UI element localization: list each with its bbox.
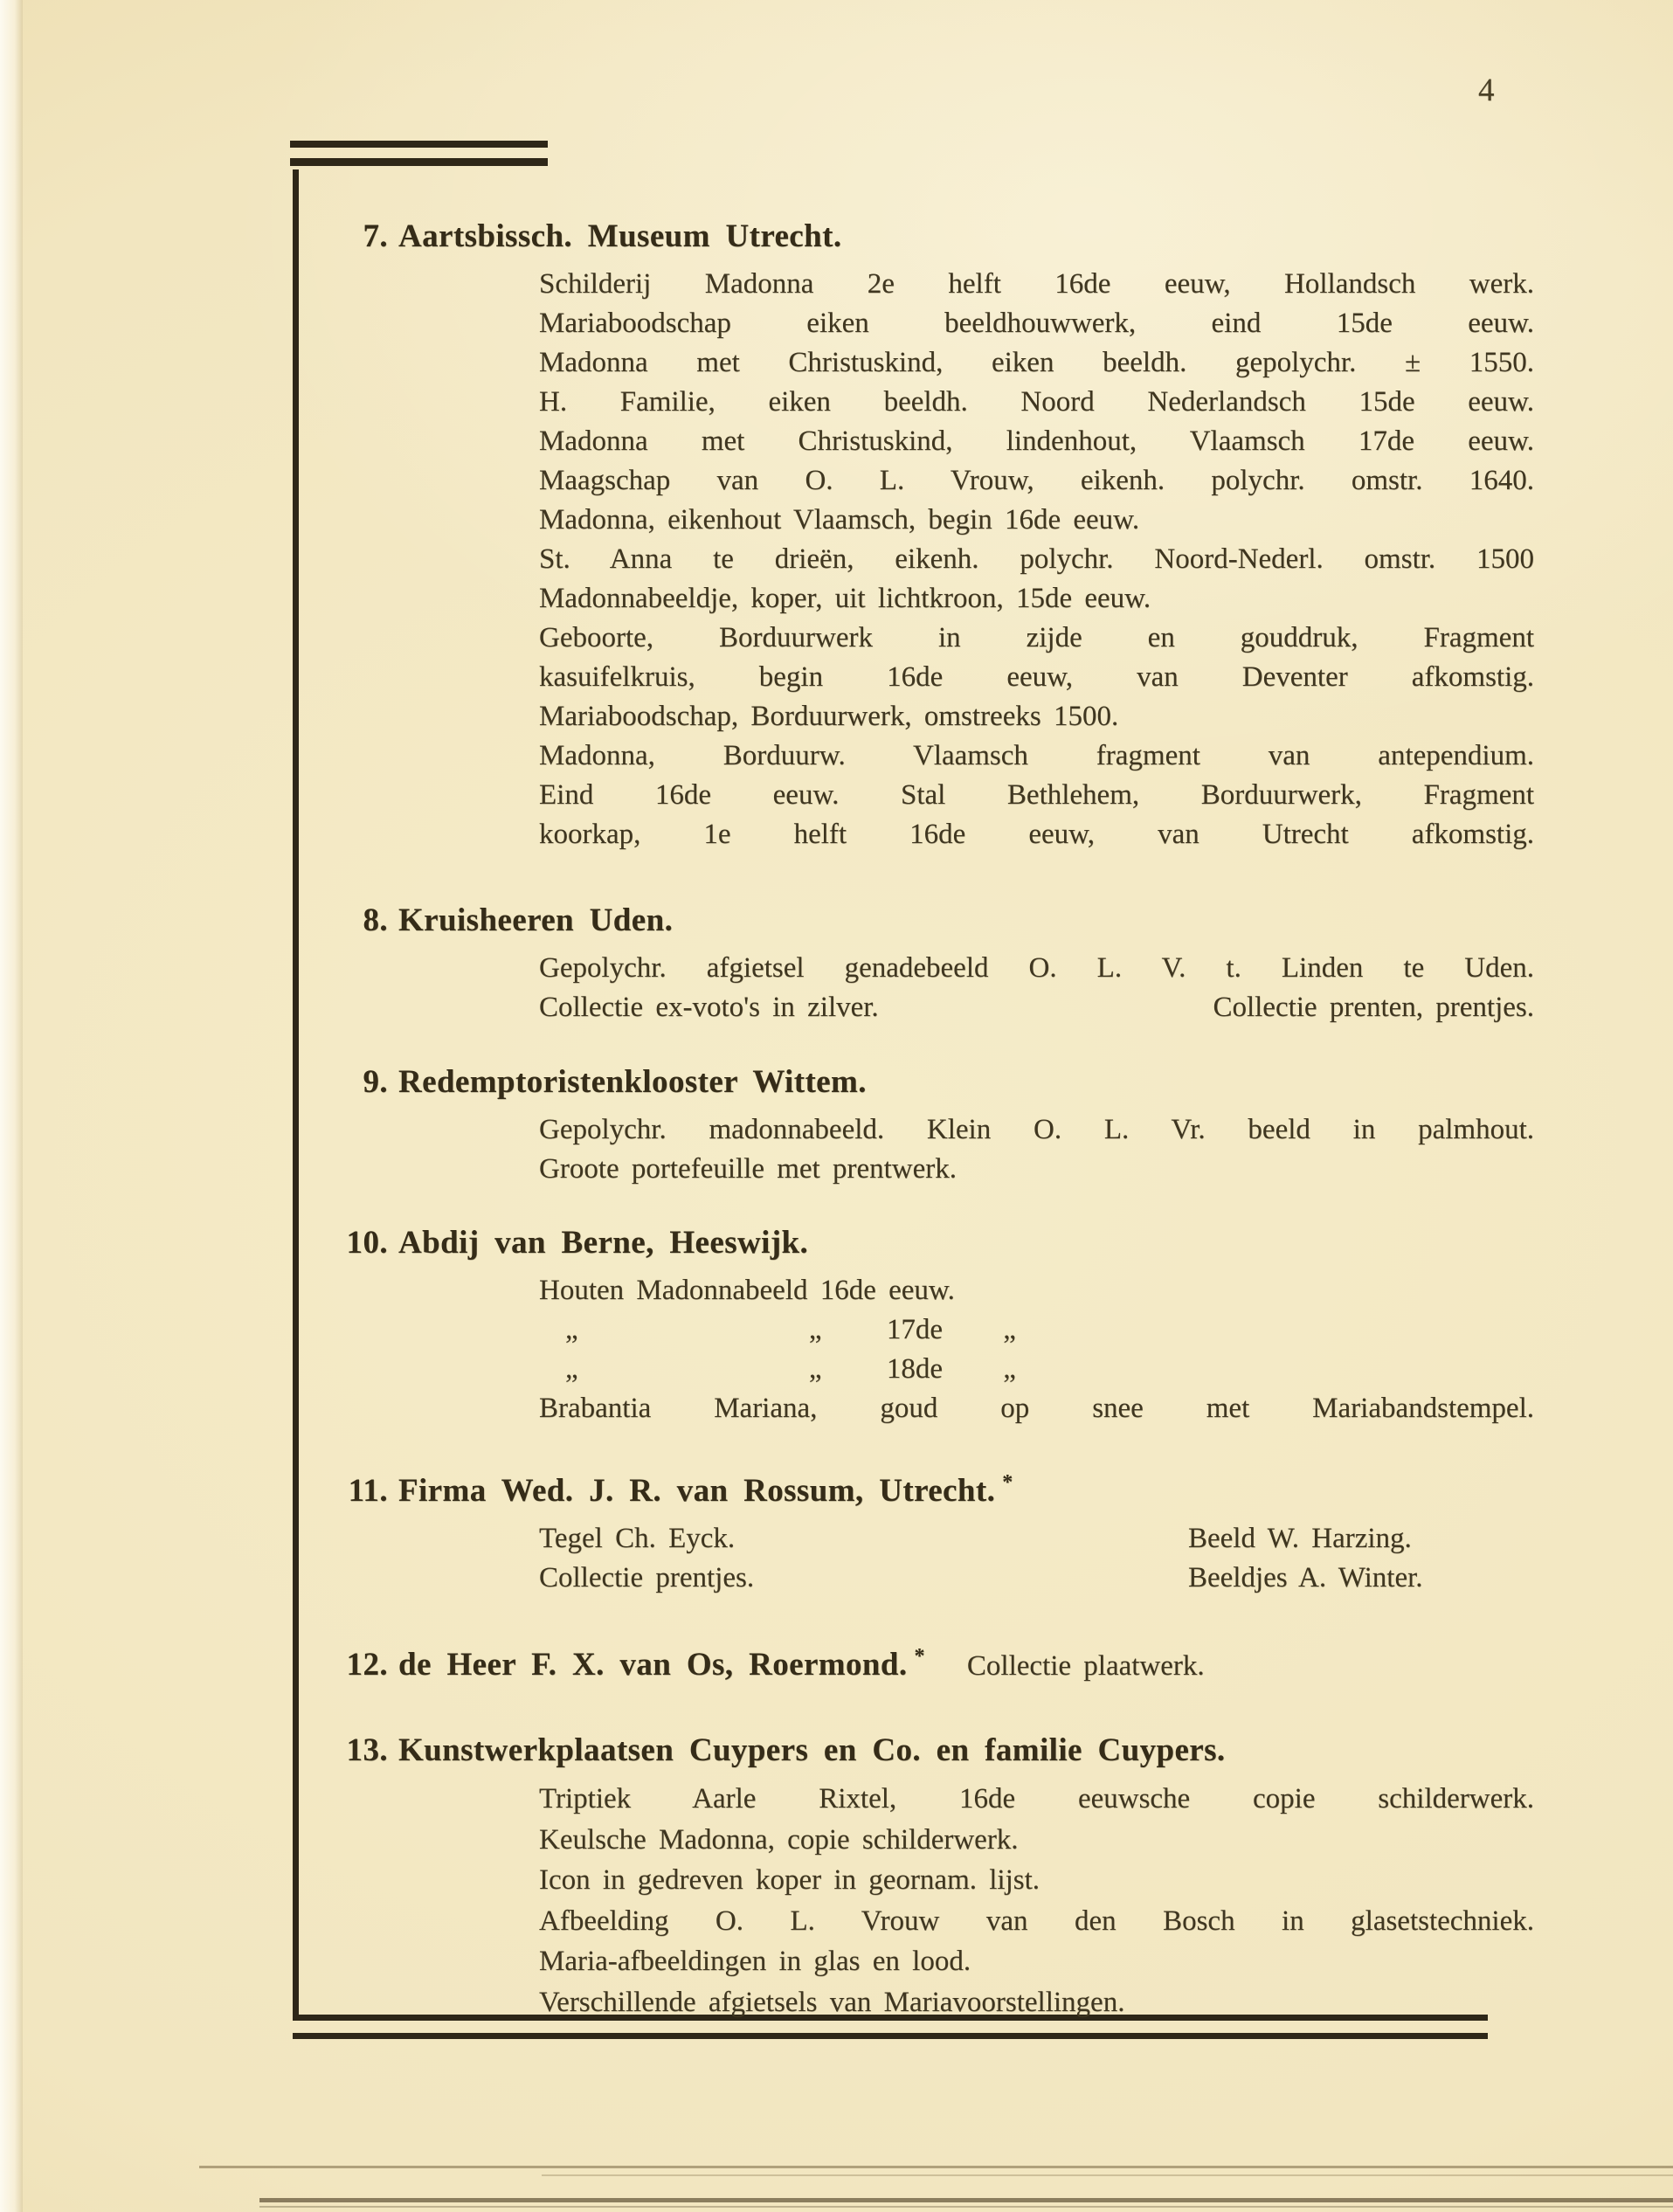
scan-artifact-line [259, 2198, 1673, 2202]
bottom-border-rule-lower [293, 2033, 1488, 2039]
ditto-mark: „ [565, 1314, 578, 1345]
entry-line: Triptiek Aarle Rixtel, 16de eeuwsche copie schilderwerk. [539, 1783, 1534, 1815]
ditto-row [539, 1310, 1534, 1350]
section-number: 10. [346, 1225, 388, 1261]
section-title: Redemptoristenklooster Wittem. [398, 1064, 867, 1100]
catalog-section-8 [330, 900, 1533, 1027]
page-number: 4 [1478, 73, 1495, 108]
entry-line: Mariaboodschap, Borduurwerk, omstreeks 1500. [539, 701, 1119, 732]
entry-line-two-column [539, 988, 1534, 1027]
catalog-section-7 [330, 216, 1533, 854]
section-body [539, 1110, 1534, 1189]
entry-line: Madonna met Christuskind, lindenhout, Vlaamsch 17de eeuw. [539, 425, 1534, 457]
asterisk-mark: * [1002, 1471, 1013, 1494]
entry-line: Eind 16de eeuw. Stal Bethlehem, Borduurwerk, Fragment [539, 779, 1534, 811]
inventory-list [330, 216, 1533, 2022]
section-number: 13. [346, 1732, 388, 1768]
entry-line: Collectie plaatwerk. [966, 1650, 1205, 1682]
entry-line: Icon in gedreven koper in geornam. lijst. [539, 1864, 1040, 1896]
section-title: Abdij van Berne, Heeswijk. [398, 1225, 809, 1261]
ditto-mark: „ [808, 1353, 822, 1385]
entry-line: Afbeelding O. L. Vrouw van den Bosch in glasetstechniek. [539, 1904, 1534, 1937]
scan-artifact-line [542, 2174, 1673, 2176]
entry-line: Beeld W. Harzing. [1188, 1523, 1412, 1554]
section-body [539, 1779, 1534, 2022]
entry-column-left [539, 1519, 1188, 1598]
section-number: 7. [363, 218, 388, 254]
section-heading [330, 216, 1533, 258]
catalog-section-10 [330, 1222, 1533, 1428]
section-title: Aartsbissch. Museum Utrecht. [398, 218, 842, 254]
entry-line: Verschillende afgietsels van Mariavoorstellingen. [539, 1986, 1125, 2018]
ditto-mark: „ [1003, 1353, 1016, 1385]
section-number: 8. [363, 902, 388, 938]
entry-line: Houten Madonnabeeld 16de eeuw. [539, 1275, 955, 1306]
entry-line: Gepolychr. madonnabeeld. Klein O. L. Vr. beeld in palmhout. [539, 1114, 1534, 1145]
section-title: Kunstwerkplaatsen Cuypers en Co. en familie Cuypers. [398, 1732, 1226, 1768]
entry-line: Mariaboodschap eiken beeldhouwwerk, eind 15de eeuw. [539, 308, 1534, 339]
section-body [539, 265, 1534, 854]
scan-edge-strip [0, 0, 23, 2212]
asterisk-mark: * [914, 1645, 925, 1668]
ditto-mark: „ [808, 1314, 822, 1345]
section-heading [330, 1222, 1533, 1264]
ditto-mark: „ [565, 1353, 578, 1385]
entry-line: Tegel Ch. Eyck. [539, 1523, 736, 1554]
century-label: 17de [886, 1314, 943, 1345]
entry-line: Gepolychr. afgietsel genadebeeld O. L. V. t. Linden te Uden. [539, 952, 1534, 984]
entry-col-right: Collectie prenten, prentjes. [1213, 992, 1534, 1023]
entry-columns [539, 1519, 1534, 1598]
entry-line: H. Familie, eiken beeldh. Noord Nederlandsch 15de eeuw. [539, 386, 1534, 418]
entry-line: St. Anna te drieën, eikenh. polychr. Noord-Nederl. omstr. 1500 [539, 543, 1534, 575]
ditto-mark: „ [1003, 1314, 1016, 1345]
scan-artifact-line [199, 2166, 1673, 2168]
entry-line: Brabantia Mariana, goud op snee met Mariabandstempel. [539, 1393, 1534, 1424]
section-heading [330, 1462, 1533, 1512]
entry-line: kasuifelkruis, begin 16de eeuw, van Deventer afkomstig. [539, 661, 1534, 693]
section-heading [330, 1730, 1533, 1772]
entry-line: Beeldjes A. Winter. [1188, 1562, 1423, 1593]
entry-line: Keulsche Madonna, copie schilderwerk. [539, 1823, 1019, 1856]
entry-line: Geboorte, Borduurwerk in zijde en gouddruk, Fragment [539, 622, 1534, 653]
ditto-row [539, 1350, 1534, 1389]
entry-line: Madonnabeeldje, koper, uit lichtkroon, 15de eeuw. [539, 583, 1151, 614]
catalog-section-11 [330, 1462, 1533, 1598]
entry-line: Madonna, Borduurw. Vlaamsch fragment van antependium. [539, 740, 1534, 771]
top-border-rule-upper [290, 141, 548, 148]
entry-col-left: Collectie ex-voto's in zilver. [539, 992, 879, 1023]
section-heading [330, 1635, 1533, 1687]
section-number: 12. [346, 1647, 388, 1683]
entry-line: koorkap, 1e helft 16de eeuw, van Utrecht afkomstig. [539, 819, 1534, 850]
section-body [539, 1271, 1534, 1428]
section-body [539, 1519, 1534, 1598]
section-body [539, 949, 1534, 1027]
section-heading [330, 900, 1533, 942]
section-title: Firma Wed. J. R. van Rossum, Utrecht. [398, 1473, 996, 1509]
entry-line: Maagschap van O. L. Vrouw, eikenh. polychr. omstr. 1640. [539, 465, 1534, 496]
catalog-section-13 [330, 1730, 1533, 2022]
top-border-rule-lower [290, 158, 548, 166]
catalog-section-12 [330, 1635, 1533, 1687]
catalog-section-9 [330, 1061, 1533, 1189]
section-title: Kruisheeren Uden. [398, 902, 674, 938]
entry-line: Madonna, eikenhout Vlaamsch, begin 16de eeuw. [539, 504, 1140, 536]
section-number: 9. [363, 1064, 388, 1100]
scan-artifact-line [259, 2206, 1673, 2208]
section-heading [330, 1061, 1533, 1103]
entry-line: Collectie prentjes. [539, 1562, 755, 1593]
entry-line: Schilderij Madonna 2e helft 16de eeuw, Hollandsch werk. [539, 268, 1534, 300]
section-number: 11. [348, 1473, 388, 1509]
entry-line: Groote portefeuille met prentwerk. [539, 1153, 957, 1185]
entry-line: Maria-afbeeldingen in glas en lood. [539, 1946, 971, 1977]
entry-line: Madonna met Christuskind, eiken beeldh. gepolychr. ± 1550. [539, 347, 1534, 378]
century-label: 18de [886, 1353, 943, 1385]
entry-column-right [1188, 1519, 1534, 1598]
section-title: de Heer F. X. van Os, Roermond. [398, 1647, 908, 1683]
left-border-rule [293, 169, 299, 2016]
